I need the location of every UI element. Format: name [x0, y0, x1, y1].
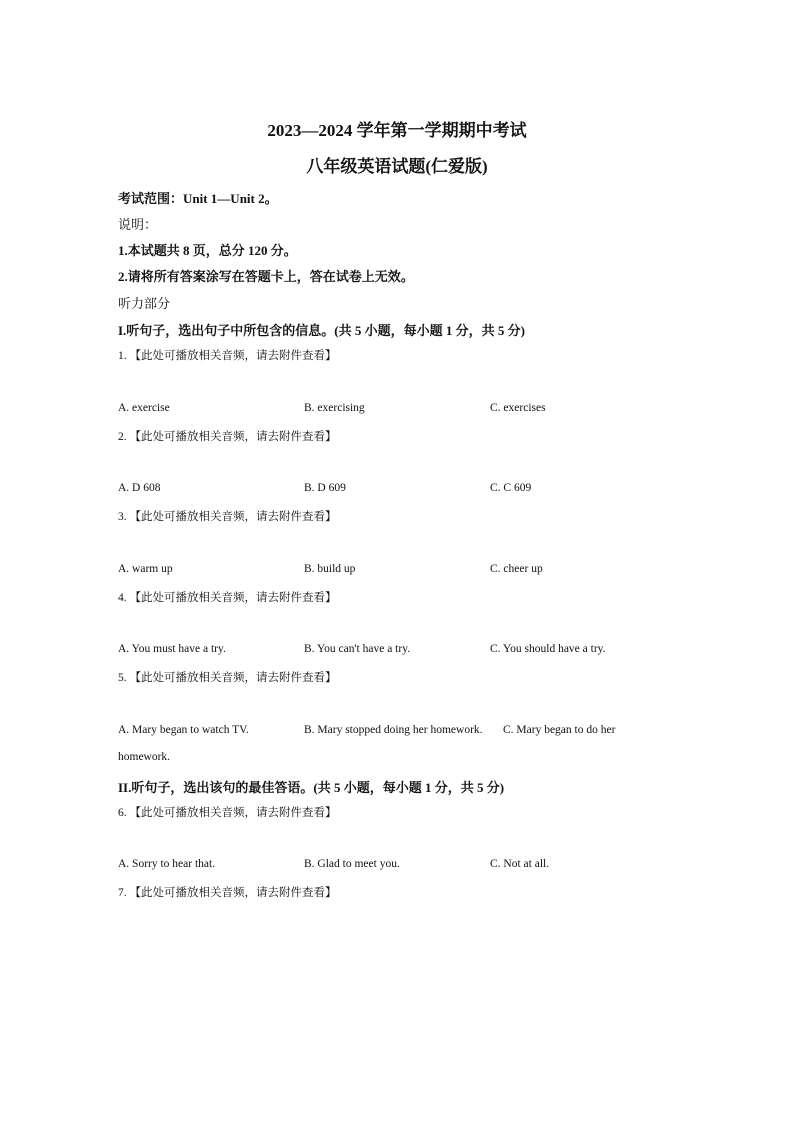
question-2-option-b: B. D 609 [304, 482, 346, 494]
note-2: 2.请将所有答案涂写在答题卡上，答在试卷上无效。 [118, 269, 414, 284]
question-5-option-b: B. Mary stopped doing her homework. [304, 724, 483, 736]
question-4-prompt: 4. 【此处可播放相关音频，请去附件查看】 [118, 592, 337, 604]
question-3-prompt: 3. 【此处可播放相关音频，请去附件查看】 [118, 511, 337, 523]
question-1-option-b: B. exercising [304, 402, 365, 414]
question-2-option-a: A. D 608 [118, 482, 161, 494]
question-5-option-c-continued: homework. [118, 751, 171, 763]
question-1-option-c: C. exercises [490, 402, 546, 414]
section1-heading: I.听句子，选出句子中所包含的信息。(共 5 小题，每小题 1 分，共 5 分) [118, 323, 525, 338]
exam-subtitle: 八年级英语试题(仁爱版) [306, 157, 488, 176]
question-5-prompt: 5. 【此处可播放相关音频，请去附件查看】 [118, 672, 337, 684]
question-5-option-c: C. Mary began to do her [503, 724, 616, 736]
question-6-option-a: A. Sorry to hear that. [118, 858, 216, 870]
question-1-option-a: A. exercise [118, 402, 170, 414]
question-3-option-a: A. warm up [118, 563, 173, 575]
question-3-option-b: B. build up [304, 563, 356, 575]
exam-title: 2023—2024 学年第一学期期中考试 [267, 121, 527, 140]
question-3-option-c: C. cheer up [490, 563, 543, 575]
question-4-option-a: A. You must have a try. [118, 643, 226, 655]
question-1-prompt: 1. 【此处可播放相关音频，请去附件查看】 [118, 350, 337, 362]
note-label: 说明： [118, 217, 158, 232]
question-6-option-b: B. Glad to meet you. [304, 858, 400, 870]
listening-label: 听力部分 [118, 296, 171, 311]
question-7-prompt: 7. 【此处可播放相关音频，请去附件查看】 [118, 887, 337, 899]
question-5-option-a: A. Mary began to watch TV. [118, 724, 249, 736]
question-4-option-c: C. You should have a try. [490, 643, 606, 655]
question-2-prompt: 2. 【此处可播放相关音频，请去附件查看】 [118, 431, 337, 443]
note-1: 1.本试题共 8 页，总分 120 分。 [118, 243, 297, 258]
question-6-prompt: 6. 【此处可播放相关音频，请去附件查看】 [118, 807, 337, 819]
question-6-option-c: C. Not at all. [490, 858, 550, 870]
exam-scope: 考试范围：Unit 1—Unit 2。 [118, 191, 278, 206]
question-2-option-c: C. C 609 [490, 482, 532, 494]
question-4-option-b: B. You can't have a try. [304, 643, 411, 655]
section2-heading: II.听句子，选出该句的最佳答语。(共 5 小题，每小题 1 分，共 5 分) [118, 780, 505, 795]
